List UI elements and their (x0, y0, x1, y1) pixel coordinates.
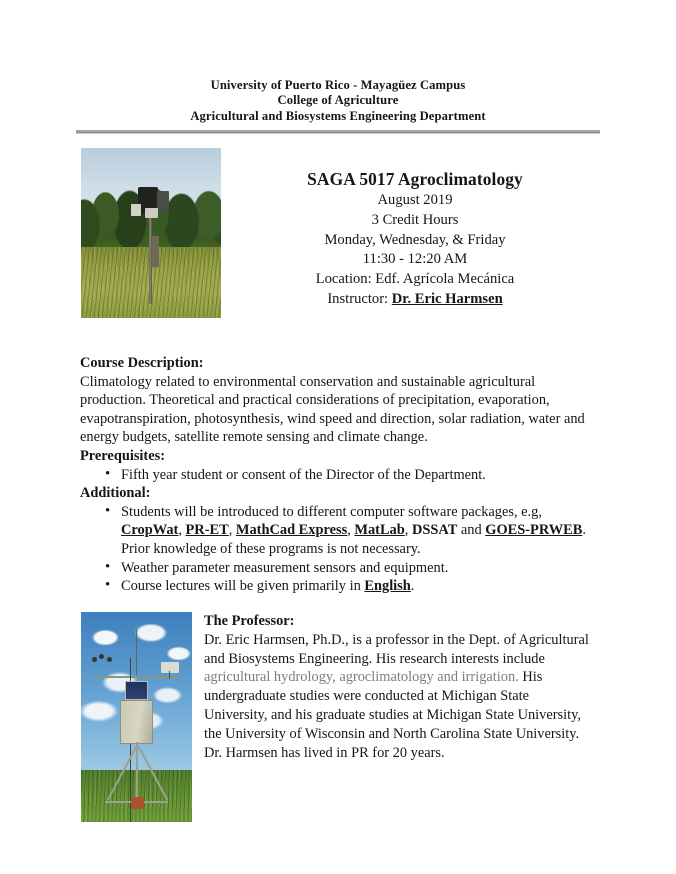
software-outro-text: . Prior knowledge of these programs is not necessary. (121, 522, 586, 557)
professor-research-interests: agricultural hydrology, agroclimatology and irrigation. (204, 669, 519, 686)
software-name: CropWat (121, 522, 179, 539)
tripod-leg-left (107, 746, 137, 800)
software-intro-text: Students will be introduced to different computer software packages, e.g, (121, 503, 542, 520)
software-separator: , (347, 522, 355, 539)
tripod-leg-center (136, 742, 138, 804)
lecture-language-prefix: Course lectures will be given primarily in (121, 578, 365, 595)
wind-vane-stem (169, 671, 170, 679)
list-item: • Fifth year student or consent of the Director of the Department. (105, 466, 602, 485)
sensor-side-module (157, 191, 170, 211)
software-name: GOES-PRWEB (485, 522, 583, 539)
course-description-text: Climatology related to environmental conservation and sustainable agricultural production. Theoretical and practical considerations of precipitation, evaporation, evapotranspiration, photosynthesis, wind speed and direction, solar radiation, water and energy budgets, satellite remote sensing and climate change. (80, 373, 585, 446)
instructor-name: Dr. Eric Harmsen (391, 290, 503, 307)
list-item-language (105, 577, 602, 596)
software-name: DSSAT (411, 522, 458, 539)
course-location: Location: Edf. Agrícola Mecánica (315, 271, 515, 288)
prerequisites-heading: Prerequisites: (80, 447, 165, 464)
station-pole (149, 216, 152, 304)
list-item-software (105, 503, 602, 559)
software-name-list (121, 522, 582, 538)
course-days: Monday, Wednesday, & Friday (324, 231, 506, 248)
prerequisites-list (80, 466, 602, 485)
institution-name: University of Puerto Rico - Mayagüez Campus (210, 78, 466, 92)
software-name: PR-ET (185, 522, 229, 539)
instrument-enclosure (120, 700, 153, 744)
course-term: August 2019 (377, 192, 453, 208)
course-description-heading: Course Description: (80, 355, 204, 371)
software-name: MatLab (354, 522, 405, 539)
sensor-shield-lower (145, 208, 158, 218)
header-divider (76, 130, 600, 134)
station-mast (136, 629, 137, 675)
course-time: 11:30 - 12:20 AM (362, 251, 468, 268)
software-name: MathCad Express (235, 522, 348, 539)
department-name: Agricultural and Biosystems Engineering Department (190, 108, 486, 123)
rain-gauge-base (131, 797, 144, 810)
professor-heading: The Professor: (204, 613, 295, 629)
course-instructor (240, 290, 590, 310)
tripod-leg-right (138, 746, 168, 800)
sensor-shield-left (131, 204, 141, 216)
professor-bio-part1: Dr. Eric Harmsen, Ph.D., is a professor in the Dept. of Agricultural and Biosystems Engineering. His research interests include (204, 631, 589, 667)
additional-heading: Additional: (80, 485, 151, 502)
software-separator: and (457, 522, 486, 539)
college-name: College of Agriculture (277, 93, 399, 108)
solar-panel (125, 681, 147, 700)
institution-header (76, 78, 600, 124)
course-info-block (240, 168, 590, 310)
course-credits: 3 Credit Hours (371, 211, 459, 228)
lecture-language-value: English (364, 578, 411, 595)
syllabus-body (80, 354, 602, 596)
field-station-photo (81, 148, 221, 318)
additional-list (80, 503, 602, 596)
professor-bio (204, 631, 596, 763)
software-separator: , (228, 522, 236, 539)
professor-block (204, 612, 596, 762)
instructor-label: Instructor: (327, 290, 392, 307)
software-separator: , (178, 522, 186, 539)
professor-bio-part2: His undergraduate studies were conducted at Michigan State University, and his graduate studies at Michigan State University, the University of Wisconsin and North Carolina State University. Dr. Harmsen has lived in PR for 20 years. (204, 669, 582, 761)
lecture-language-suffix: . (410, 578, 415, 595)
radiation-plate (152, 236, 159, 267)
list-item: • Weather parameter measurement sensors and equipment. (105, 559, 602, 578)
software-separator: , (404, 522, 412, 539)
course-title: SAGA 5017 Agroclimatology (307, 169, 523, 189)
tripod-station-photo (81, 612, 192, 822)
anemometer-icon (92, 654, 112, 677)
